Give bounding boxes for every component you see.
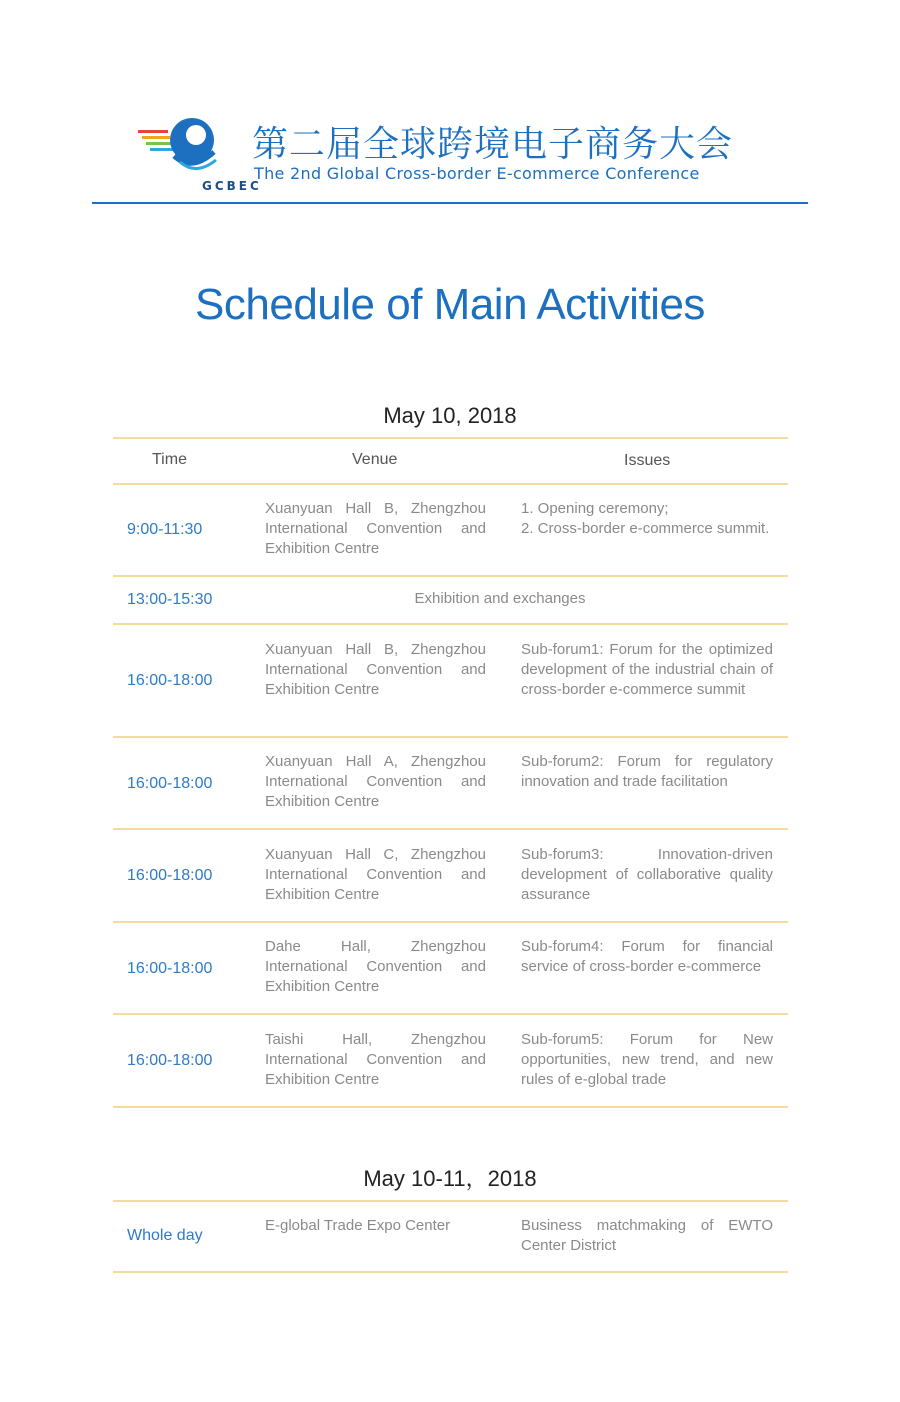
row5-time: 16:00-18:00	[127, 867, 213, 884]
row-divider	[113, 623, 788, 625]
row3-issues: Sub-forum1: Forum for the optimized development of the industrial chain of cross-border e-commerce summit	[521, 641, 773, 698]
row-divider	[113, 921, 788, 923]
table2-date: May 10-11，2018	[363, 1166, 537, 1191]
table2-row1-time: Whole day	[127, 1227, 203, 1244]
column-header-venue: Venue	[352, 451, 398, 468]
row2-time: 13:00-15:30	[127, 591, 213, 608]
row-divider	[113, 1013, 788, 1015]
row4-venue: Xuanyuan Hall A, Zhengzhou International Convention and Exhibition Centre	[265, 753, 486, 810]
table2-row1-venue: E-global Trade Expo Center	[265, 1217, 451, 1234]
header-divider	[92, 202, 808, 204]
conference-title-cn: 第二届全球跨境电子商务大会	[252, 124, 734, 165]
conference-header	[92, 108, 808, 206]
row3-venue: Xuanyuan Hall B, Zhengzhou International Convention and Exhibition Centre	[265, 641, 486, 698]
row5-venue: Xuanyuan Hall C, Zhengzhou International Convention and Exhibition Centre	[265, 846, 486, 903]
table1-bottom-rule	[113, 1106, 788, 1108]
row1-time: 9:00-11:30	[127, 521, 203, 538]
column-header-issues: Issues	[624, 452, 671, 469]
table1-date: May 10, 2018	[383, 403, 517, 428]
logo-text: GCBEC	[202, 179, 262, 193]
gcbec-logo	[136, 110, 262, 193]
row3-time: 16:00-18:00	[127, 672, 213, 689]
row2-activity: Exhibition and exchanges	[414, 590, 586, 607]
row7-issues: Sub-forum5: Forum for New opportunities, new trend, and new rules of e-global trade	[521, 1031, 773, 1088]
globe-logo-icon	[136, 110, 228, 180]
table2-row1-issues: Business matchmaking of EWTO Center District	[521, 1217, 773, 1254]
conference-title-en: The 2nd Global Cross-border E-commerce Conference	[254, 164, 700, 183]
row4-issues: Sub-forum2: Forum for regulatory innovation and trade facilitation	[521, 753, 773, 790]
row1-issues: 1. Opening ceremony; 2. Cross-border e-commerce summit.	[521, 500, 770, 537]
row5-issues: Sub-forum3: Innovation-driven development of collaborative quality assurance	[521, 846, 773, 903]
page-title: Schedule of Main Activities	[195, 280, 705, 329]
row6-issues: Sub-forum4: Forum for financial service of cross-border e-commerce	[521, 938, 773, 975]
row4-time: 16:00-18:00	[127, 775, 213, 792]
table2-bottom-rule	[113, 1271, 788, 1273]
row7-time: 16:00-18:00	[127, 1052, 213, 1069]
row-divider	[113, 828, 788, 830]
row-divider	[113, 575, 788, 577]
row6-venue: Dahe Hall, Zhengzhou International Convention and Exhibition Centre	[265, 938, 486, 995]
row6-time: 16:00-18:00	[127, 960, 213, 977]
table1-header-rule	[113, 483, 788, 485]
column-header-time: Time	[152, 451, 187, 468]
row7-venue: Taishi Hall, Zhengzhou International Convention and Exhibition Centre	[265, 1031, 486, 1088]
row1-venue: Xuanyuan Hall B, Zhengzhou International Convention and Exhibition Centre	[265, 500, 486, 557]
row-divider	[113, 736, 788, 738]
table1-top-rule	[113, 437, 788, 439]
table2-top-rule	[113, 1200, 788, 1202]
